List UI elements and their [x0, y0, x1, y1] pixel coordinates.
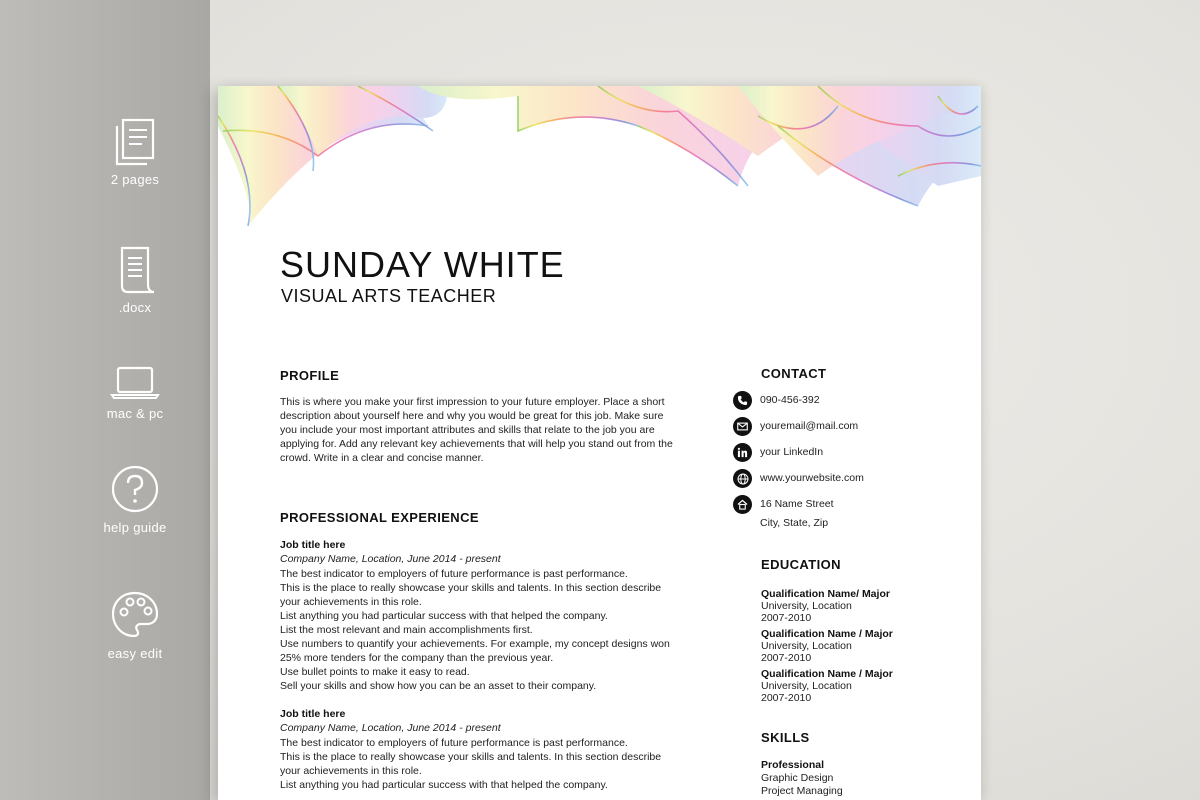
job-entry [280, 708, 680, 792]
phone-icon [733, 391, 752, 410]
rainbow-wave-decoration [218, 86, 981, 236]
education-heading: EDUCATION [761, 557, 841, 572]
education-item [761, 628, 943, 664]
linkedin-text: your LinkedIn [760, 446, 824, 458]
education-qualification: Qualification Name / Major [761, 628, 893, 640]
main-column [280, 368, 680, 800]
email-icon [733, 417, 752, 436]
job-line: This is the place to really showcase your skills and talents. In this section describe your achievements in this role. [280, 582, 662, 608]
job-line: This is the place to really showcase your skills and talents. In this section describe your achievements in this role. [280, 751, 662, 777]
job-line: Sell your skills and show how you can be an asset to their company. [280, 680, 597, 692]
education-item [761, 588, 943, 624]
job-company: Company Name, Location, June 2014 - present [280, 553, 501, 565]
education-school: University, Location [761, 640, 852, 652]
pages-icon [112, 118, 158, 166]
profile-heading: PROFILE [280, 368, 340, 383]
job-line: List the most relevant and main accomplishments first. [280, 624, 533, 636]
contact-website [733, 469, 943, 488]
linkedin-icon [733, 443, 752, 462]
job-title: Job title here [280, 708, 346, 720]
feature-docx [85, 246, 185, 315]
contact-address [733, 495, 943, 533]
resume-page [218, 86, 981, 800]
side-column [733, 366, 943, 798]
palette-icon [110, 590, 160, 640]
job-line: Use bullet points to make it easy to read. [280, 666, 470, 678]
education-qualification: Qualification Name/ Major [761, 588, 890, 600]
feature-label: 2 pages [110, 172, 160, 187]
website-text: www.yourwebsite.com [760, 472, 864, 484]
job-line: List anything you had particular success with that helped the company. [280, 779, 608, 791]
feature-help-guide [85, 464, 185, 535]
feature-label: mac & pc [106, 406, 164, 421]
job-line: Use numbers to quantify your achievements. For example, my concept designs won 25% more tenders for the company than the previous year. [280, 638, 670, 664]
skills-group: Professional [761, 759, 825, 771]
home-icon [733, 495, 752, 514]
laptop-icon [110, 366, 160, 400]
skill-item: Project Managing [761, 785, 843, 797]
docx-icon [112, 246, 158, 294]
job-line: The best indicator to employers of future performance is past performance. [280, 737, 628, 749]
feature-label: .docx [118, 300, 152, 315]
feature-pages [85, 118, 185, 187]
experience-heading: PROFESSIONAL EXPERIENCE [280, 510, 479, 525]
skill-item: Graphic Design [761, 772, 834, 784]
education-section [761, 557, 943, 798]
education-item [761, 668, 943, 704]
feature-label: easy edit [107, 646, 163, 661]
education-years: 2007-2010 [761, 612, 812, 624]
job-title: Job title here [280, 539, 346, 551]
job-entry [280, 539, 680, 693]
street-text: 16 Name Street [760, 498, 834, 510]
feature-label: help guide [103, 520, 167, 535]
email-text: youremail@mail.com [760, 420, 859, 432]
contact-linkedin [733, 443, 943, 462]
profile-text: This is where you make your first impression to your future employer. Place a short description about yourself here and why you would be great for this job. Make sure you include your most important attributes and skills that relate to the job you are applying for. Add any relevant key achievements that will help you stand out from the crowd. Write in a clear and concise manner. [280, 396, 673, 464]
education-years: 2007-2010 [761, 652, 812, 664]
job-line: The best indicator to employers of future performance is past performance. [280, 568, 628, 580]
feature-easy-edit [85, 590, 185, 661]
globe-icon [733, 469, 752, 488]
city-text: City, State, Zip [760, 517, 829, 529]
job-line: List anything you had particular success with that helped the company. [280, 610, 608, 622]
phone-text: 090-456-392 [760, 394, 820, 406]
job-company: Company Name, Location, June 2014 - present [280, 722, 501, 734]
contact-email [733, 417, 943, 436]
education-years: 2007-2010 [761, 692, 812, 704]
education-qualification: Qualification Name / Major [761, 668, 893, 680]
education-school: University, Location [761, 600, 852, 612]
feature-mac-pc [85, 366, 185, 421]
help-icon [110, 464, 160, 514]
resume-name: SUNDAY WHITE [280, 244, 565, 285]
education-school: University, Location [761, 680, 852, 692]
resume-job-title: VISUAL ARTS TEACHER [281, 286, 497, 306]
skills-heading: SKILLS [761, 730, 810, 745]
contact-phone [733, 391, 943, 410]
contact-heading: CONTACT [761, 366, 827, 381]
